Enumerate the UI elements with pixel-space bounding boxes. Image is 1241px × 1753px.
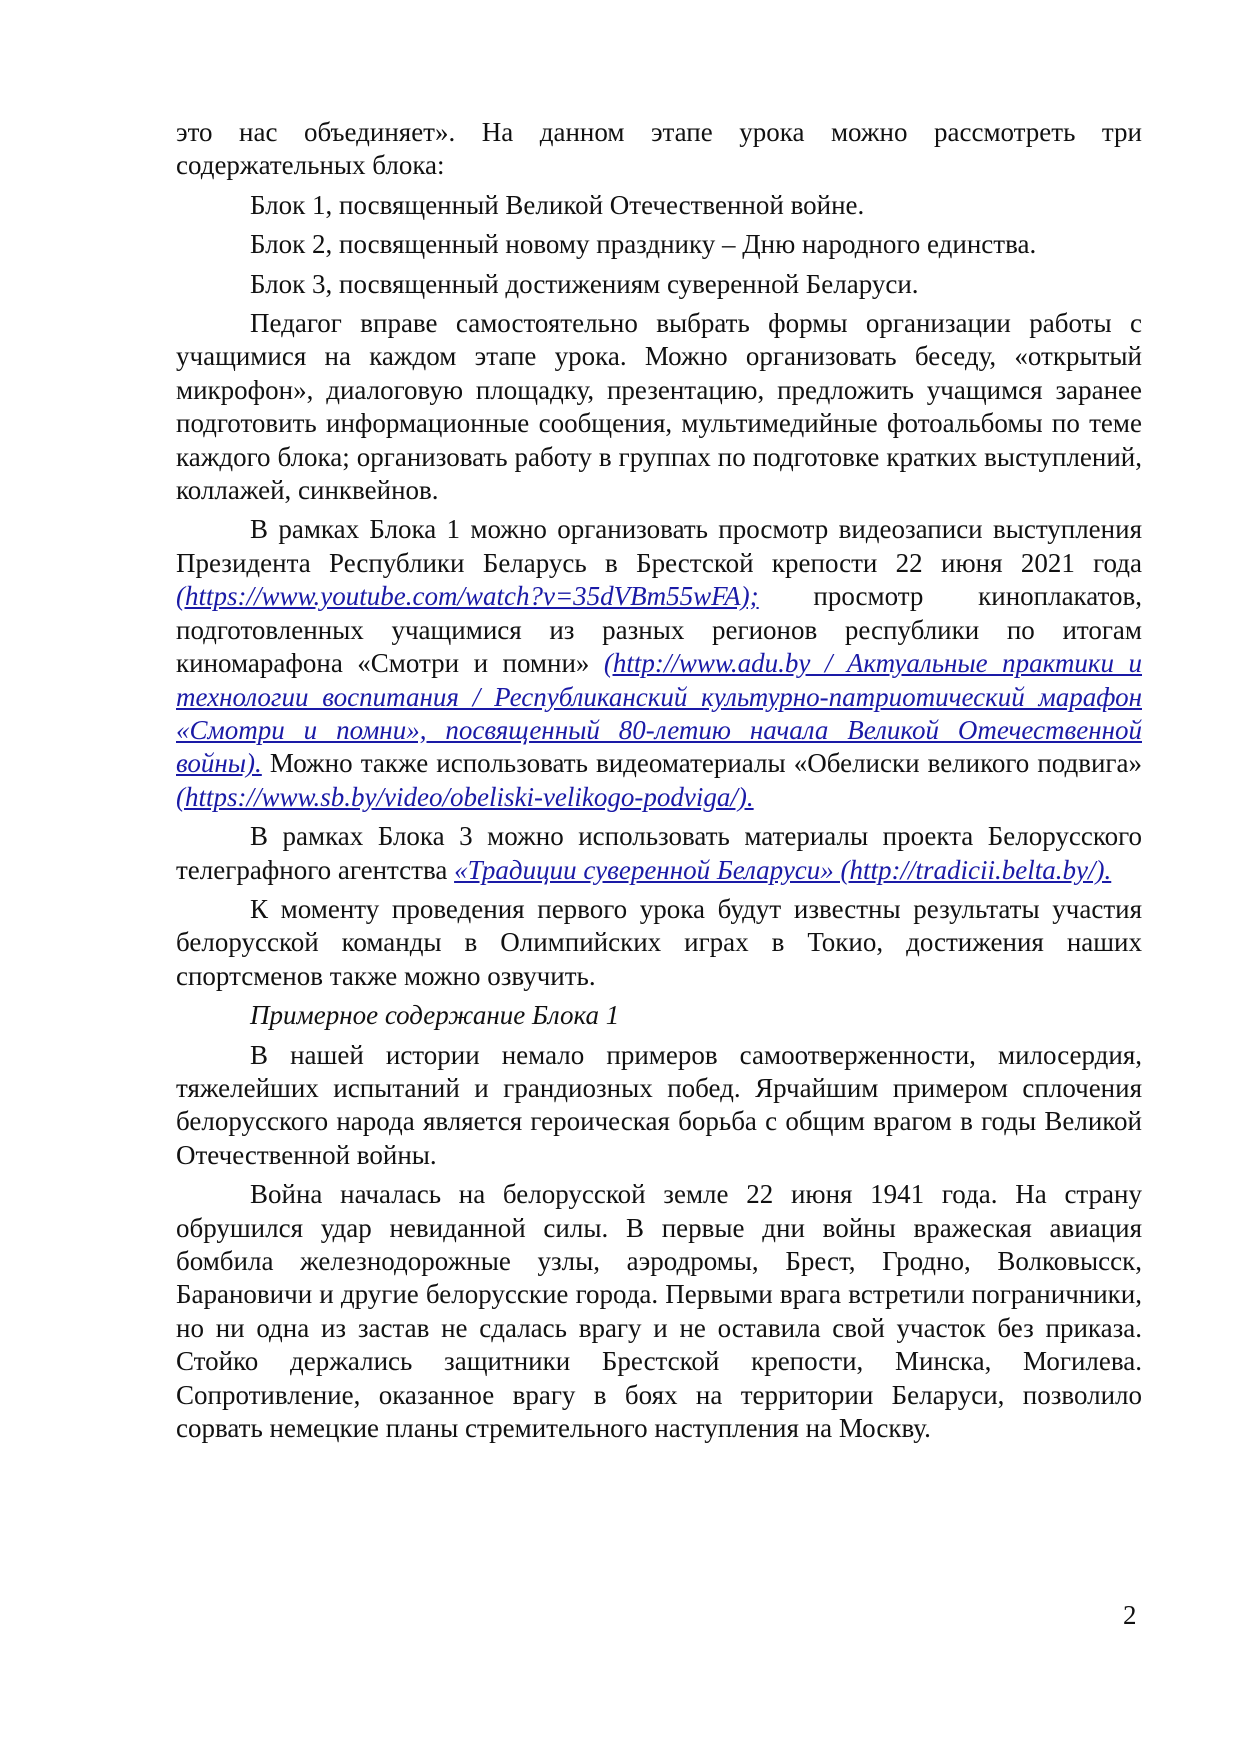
block3-text-a: В рамках Блока 3 можно использовать материалы проекта Белорусского телеграфного агентства [176,821,1142,885]
block1-materials-paragraph [176,513,1142,814]
youtube-link[interactable]: (https://www.youtube.com/watch?v=35dVBm55wFA); [176,581,759,612]
block1-text-c: Можно также использовать видеоматериалы «Обелиски великого подвига» [261,748,1142,779]
intro-paragraph: это нас объединяет». На данном этапе урока можно рассмотреть три содержательных блока: [176,117,1142,181]
block-3-item: Блок 3, посвященный достижениям суверенной Беларуси. [250,268,919,299]
section-heading: Примерное содержание Блока 1 [250,1000,620,1031]
forms-paragraph: Педагог вправе самостоятельно выбрать формы организации работы с учащимися на каждом этапе урока. Можно организовать беседу, «открытый микрофон», диалоговую площадку, презентацию, предложить учащимся заранее подготовить информационные сообщения, мультимедийные фотоальбомы по теме каждого блока; организовать работу в группах по подготовке кратких выступлений, коллажей, синквейнов. [176,308,1142,506]
block3-materials-paragraph [176,820,1142,887]
block-1-item: Блок 1, посвященный Великой Отечественной войне. [250,189,865,220]
page-number: 2 [1123,1600,1137,1630]
block-2-item: Блок 2, посвященный новому празднику – Дню народного единства. [250,229,1037,260]
sb-video-link[interactable]: (https://www.sb.by/video/obeliski-velikogo-podviga/). [176,781,754,812]
traditions-link[interactable]: «Традиции суверенной Беларуси» (http://tradicii.belta.by/). [454,854,1112,885]
block1-text-b: просмотр киноплакатов, подготовленных учащимися из разных регионов республики по итогам киномарафона «Смотри и помни» [176,581,1142,679]
history-paragraph: В нашей истории немало примеров самоотверженности, милосердия, тяжелейших испытаний и грандиозных побед. Ярчайшим примером сплочения белорусского народа является героическая борьба с общим врагом в годы Великой Отечественной войны. [176,1039,1142,1170]
document-body [176,116,1142,1451]
block1-text-a: В рамках Блока 1 можно организовать просмотр видеозаписи выступления Президента Республики Беларусь в Брестской крепости 22 июня 2021 года [176,514,1142,578]
olympics-paragraph: К моменту проведения первого урока будут известны результаты участия белорусской команды в Олимпийских играх в Токио, достижения наших спортсменов также можно озвучить. [176,893,1142,991]
war-paragraph: Война началась на белорусской земле 22 июня 1941 года. На страну обрушился удар невиданной силы. В первые дни войны вражеская авиация бомбила железнодорожные узлы, аэродромы, Брест, Гродно, Волковысск, Барановичи и другие белорусские города. Первыми врага встретили пограничники, но ни одна из застав не сдалась врагу и не оставила свой участок без приказа. Стойко держались защитники Брестской крепости, Минска, Могилева. Сопротивление, оказанное врагу в боях на территории Беларуси, позволило сорвать немецкие планы стремительного наступления на Москву. [176,1179,1142,1444]
adu-link[interactable]: (http://www.adu.by / Актуальные практики и технологии воспитания / Республиканский культурно-патриотический марафон «Смотри и помни», посвященный 80-летию начала Великой Отечественной войны). [176,648,1142,779]
